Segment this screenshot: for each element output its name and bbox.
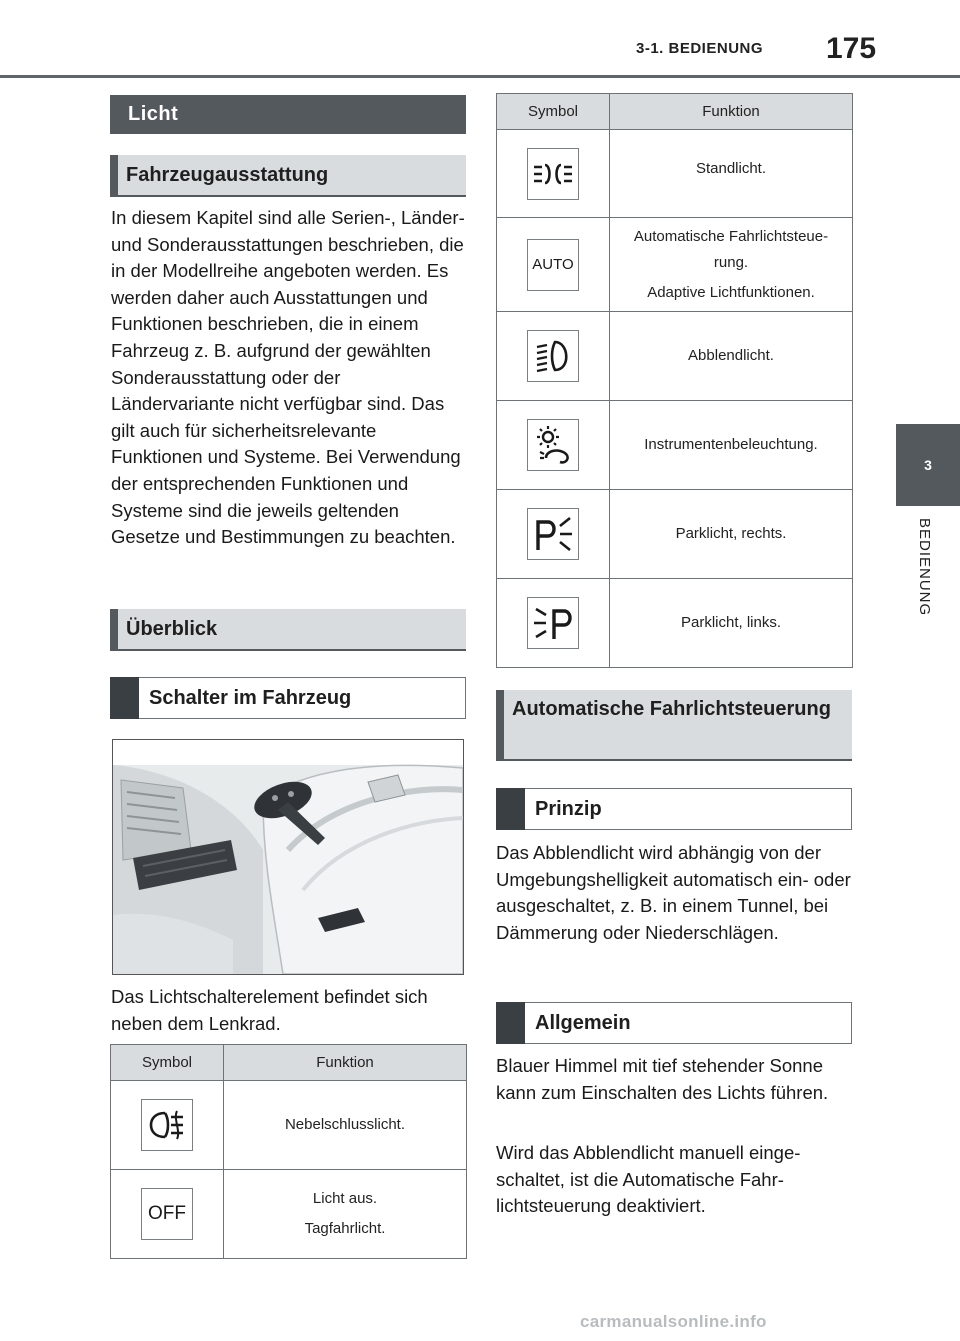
function-text: Standlicht. [695, 160, 767, 177]
function-text: Tagfahrlicht. [304, 1220, 386, 1237]
heading-prinzip: Prinzip [496, 788, 852, 830]
symbol-table-left [110, 1044, 467, 1259]
equipment-paragraph: In diesem Kapitel sind alle Serien-, Länder- und Sonderausstattungen beschrieben, die in der Modellreihe angeboten werden. Es werden daher auch Ausstattungen und Funktionen beschrieben, die in einem Fahrzeug z. B. aufgrund der gewählten Sonderausstattung oder der Ländervariante nicht verfügbar sind. Das gilt auch für sicherheitsrelevante Funktionen und Systeme. Bei Verwendung der entsprechenden Funktionen und Systeme sind die jeweils geltenden Gesetze und Bestimmungen zu beachten. [111, 207, 465, 548]
dashboard-drawing [113, 740, 463, 974]
function-cell [610, 218, 853, 312]
heading-fahrzeugausstattung: Fahrzeugausstattung [110, 155, 466, 197]
off-icon-text: OFF [148, 1203, 186, 1224]
function-cell [610, 312, 853, 401]
function-cell [224, 1081, 467, 1170]
table-row [497, 130, 853, 218]
table-row [497, 490, 853, 579]
parking-light-left-icon [527, 597, 579, 649]
function-cell [610, 130, 853, 218]
function-cell [224, 1170, 467, 1259]
table-header-row [497, 94, 853, 130]
low-beam-icon [527, 330, 579, 382]
light-switch-illustration [112, 739, 464, 975]
function-text: Adaptive Lichtfunktionen. [647, 283, 815, 301]
symbol-table-right [496, 93, 853, 668]
switch-paragraph: Das Lichtschalterelement befindet sich neben dem Lenkrad. [111, 986, 428, 1034]
symbol-cell [497, 218, 610, 312]
function-cell [610, 401, 853, 490]
table-row [497, 579, 853, 668]
page-number: 175 [826, 32, 877, 65]
symbol-cell [497, 579, 610, 668]
function-text: Parklicht, links. [680, 614, 782, 631]
table-row [497, 312, 853, 401]
heading-schalter-im-fahrzeug: Schalter im Fahrzeug [110, 677, 466, 719]
principle-paragraph: Das Abblendlicht wird abhängig von der Umgebungshelligkeit automatisch ein- oder ausgeschaltet, z. B. in einem Tunnel, bei Dämmerung oder Niederschlägen. [496, 842, 851, 943]
function-text: Licht aus. [312, 1190, 378, 1207]
general-paragraph-2: Wird das Abblendlicht manuell eingeschaltet, ist die Automatische Fahrlichtsteuerung deaktiviert. [496, 1142, 801, 1217]
function-cell [610, 490, 853, 579]
function-text: Automatische Fahrlichtsteue- [633, 227, 829, 245]
side-light-icon [527, 148, 579, 200]
function-text: Parklicht, rechts. [675, 525, 787, 542]
symbol-cell [111, 1081, 224, 1170]
function-text: Nebelschlusslicht. [284, 1116, 406, 1133]
col-header-symbol: Symbol [111, 1045, 224, 1081]
auto-icon [527, 239, 579, 291]
table-row [497, 401, 853, 490]
chapter-tab-number[interactable]: 3 [896, 424, 960, 506]
symbol-cell [497, 401, 610, 490]
col-header-function: Funktion [610, 94, 853, 130]
chapter-tab-label [896, 518, 960, 638]
section-title: 3-1. BEDIENUNG [636, 40, 764, 57]
heading-automatische-fahrlichtsteuerung: Automatische Fahrlichtsteuerung [496, 690, 852, 761]
table-row [497, 218, 853, 312]
watermark: carmanualsonline.info [580, 1312, 767, 1331]
symbol-cell [497, 312, 610, 401]
table-row [111, 1081, 467, 1170]
auto-icon-text: AUTO [532, 256, 574, 273]
table-header-row [111, 1045, 467, 1081]
col-header-function: Funktion [224, 1045, 467, 1081]
table-row [111, 1170, 467, 1259]
heading-ueberblick: Überblick [110, 609, 466, 651]
chapter-tab-label-text: BEDIENUNG [916, 518, 933, 617]
parking-light-right-icon [527, 508, 579, 560]
function-text: Instrumentenbeleuchtung. [644, 436, 818, 453]
rear-fog-light-icon [141, 1099, 193, 1151]
symbol-cell [111, 1170, 224, 1259]
header-rule [0, 75, 960, 78]
function-text: rung. [713, 253, 749, 271]
heading-allgemein: Allgemein [496, 1002, 852, 1044]
symbol-cell [497, 490, 610, 579]
symbol-cell [497, 130, 610, 218]
instrument-lighting-icon [527, 419, 579, 471]
function-text: Abblendlicht. [688, 347, 774, 364]
function-cell [610, 579, 853, 668]
col-header-symbol: Symbol [497, 94, 610, 130]
off-icon [141, 1188, 193, 1240]
general-paragraph-1: Blauer Himmel mit tief stehender Sonne kann zum Einschalten des Lichts führen. [496, 1055, 829, 1103]
heading-licht: Licht [110, 95, 466, 134]
